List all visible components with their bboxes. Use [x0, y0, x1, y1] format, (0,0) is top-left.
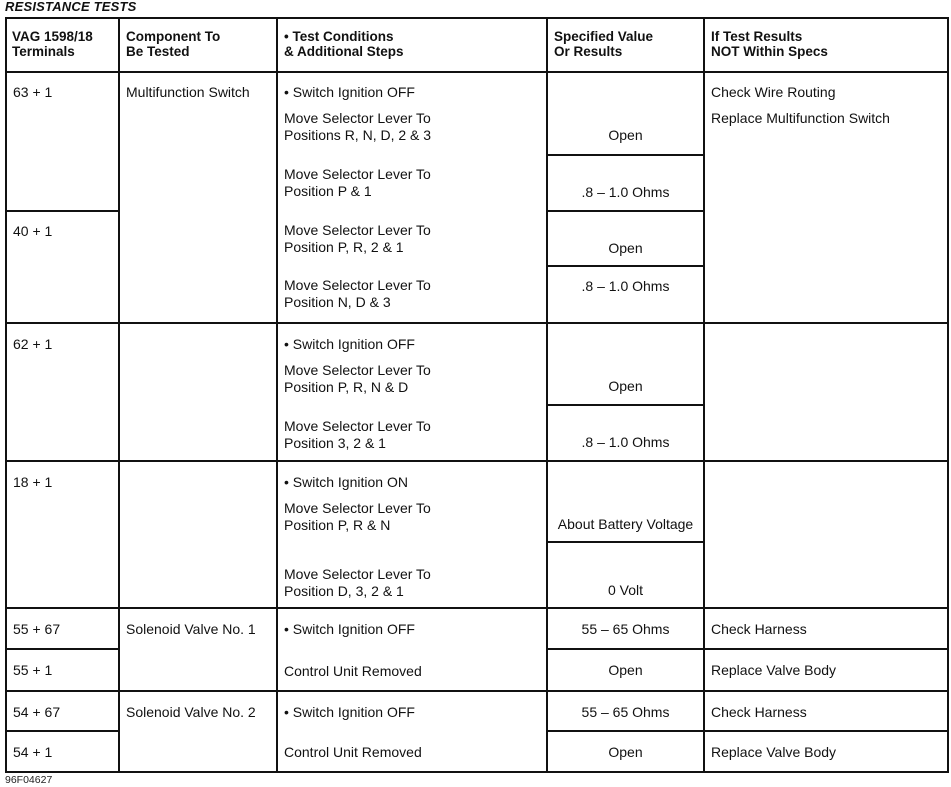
ignition-step: • Switch Ignition OFF: [284, 84, 415, 100]
terminal-label: 18 + 1: [13, 474, 53, 490]
header-component: Component To Be Tested: [126, 29, 221, 59]
specified-value: Open: [608, 744, 643, 760]
specified-value: Open: [608, 240, 643, 256]
terminal-cell: [7, 650, 120, 692]
header-component-cell: [120, 19, 278, 73]
specified-value: Open: [608, 127, 643, 143]
value-cell: [548, 212, 705, 267]
value-cell: [548, 609, 705, 650]
terminal-cell: [7, 462, 120, 609]
value-cell: [548, 406, 705, 462]
action-text: Replace Valve Body: [711, 662, 837, 678]
condition-step: Control Unit Removed: [284, 744, 422, 760]
terminal-label: 54 + 1: [13, 744, 53, 760]
ignition-step: • Switch Ignition OFF: [284, 704, 415, 720]
value-cell: [548, 462, 705, 543]
condition-step: Move Selector Lever To Position 3, 2 & 1: [284, 418, 431, 451]
condition-step: Control Unit Removed: [284, 663, 422, 679]
conditions-cell: [278, 73, 548, 324]
condition-step: Move Selector Lever To Position D, 3, 2 & 1: [284, 566, 431, 599]
specified-value: .8 – 1.0 Ohms: [581, 434, 670, 450]
action-cell: [705, 609, 949, 650]
table-title: RESISTANCE TESTS: [5, 0, 137, 14]
terminal-cell: [7, 732, 120, 773]
terminal-cell: [7, 324, 120, 462]
value-cell: [548, 692, 705, 732]
value-cell: [548, 156, 705, 212]
component-cell: [120, 324, 278, 462]
component-cell: [120, 462, 278, 609]
terminal-label: 63 + 1: [13, 84, 53, 100]
terminal-label: 40 + 1: [13, 223, 53, 239]
specified-value: Open: [608, 662, 643, 678]
condition-step: Move Selector Lever To Positions R, N, D, 2 & 3: [284, 110, 432, 143]
component-label: Solenoid Valve No. 2: [126, 704, 256, 720]
value-cell: [548, 543, 705, 609]
resistance-tests-table: [5, 17, 949, 773]
ignition-step: • Switch Ignition OFF: [284, 336, 415, 352]
ignition-step: • Switch Ignition ON: [284, 474, 408, 490]
header-specified: Specified Value Or Results: [554, 29, 654, 59]
condition-step: Move Selector Lever To Position N, D & 3: [284, 277, 431, 310]
terminal-cell: [7, 692, 120, 732]
value-cell: [548, 650, 705, 692]
action-text: Replace Valve Body: [711, 744, 837, 760]
value-cell: [548, 73, 705, 156]
component-label: Multifunction Switch: [126, 84, 250, 100]
header-specified-cell: [548, 19, 705, 73]
component-cell: [120, 73, 278, 324]
action-cell: [705, 732, 949, 773]
condition-step: Move Selector Lever To Position P, R, N & D: [284, 362, 431, 395]
specified-value: 0 Volt: [607, 582, 644, 598]
terminal-cell: [7, 609, 120, 650]
header-not-within-cell: [705, 19, 949, 73]
action-cell: [705, 324, 949, 462]
component-cell: [120, 609, 278, 692]
figure-id: 96F04627: [5, 774, 53, 786]
action-text: Check Harness: [711, 621, 807, 637]
specified-value: 55 – 65 Ohms: [581, 621, 670, 637]
action-cell: [705, 692, 949, 732]
terminal-cell: [7, 73, 120, 212]
action-cell: [705, 650, 949, 692]
conditions-cell: [278, 609, 548, 692]
action-cell: [705, 462, 949, 609]
specified-value: 55 – 65 Ohms: [581, 704, 670, 720]
specified-value: .8 – 1.0 Ohms: [581, 184, 670, 200]
component-label: Solenoid Valve No. 1: [126, 621, 256, 637]
header-conditions: • Test Conditions & Additional Steps: [284, 29, 404, 59]
value-cell: [548, 732, 705, 773]
terminal-label: 62 + 1: [13, 336, 53, 352]
terminal-label: 55 + 1: [13, 662, 53, 678]
conditions-cell: [278, 692, 548, 773]
header-conditions-cell: [278, 19, 548, 73]
condition-step: Move Selector Lever To Position P & 1: [284, 166, 431, 199]
header-not-within: If Test Results NOT Within Specs: [711, 29, 828, 59]
terminal-cell: [7, 212, 120, 324]
action-text: Check Wire Routing: [711, 84, 836, 100]
condition-step: Move Selector Lever To Position P, R, 2 & 1: [284, 222, 431, 255]
value-cell: [548, 267, 705, 324]
terminal-label: 54 + 67: [13, 704, 61, 720]
value-cell: [548, 324, 705, 406]
action-text: Check Harness: [711, 704, 807, 720]
header-terminals: VAG 1598/18 Terminals: [12, 29, 93, 59]
conditions-cell: [278, 462, 548, 609]
condition-step: Move Selector Lever To Position P, R & N: [284, 500, 431, 533]
action-cell: [705, 73, 949, 324]
ignition-step: • Switch Ignition OFF: [284, 621, 415, 637]
specified-value: Open: [608, 378, 643, 394]
component-cell: [120, 692, 278, 773]
action-text: Replace Multifunction Switch: [711, 110, 890, 126]
terminal-label: 55 + 67: [13, 621, 61, 637]
header-terminals-cell: [7, 19, 120, 73]
specified-value: .8 – 1.0 Ohms: [581, 278, 670, 294]
conditions-cell: [278, 324, 548, 462]
specified-value: About Battery Voltage: [557, 516, 694, 532]
